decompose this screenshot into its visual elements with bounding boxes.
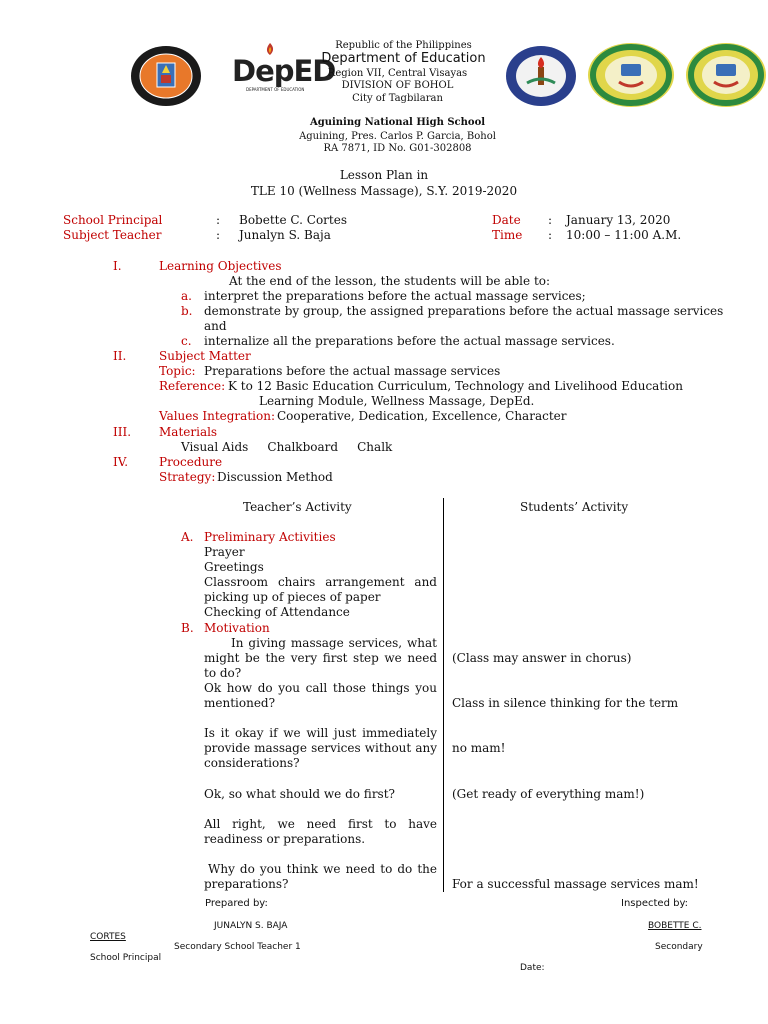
teacher-colon: : <box>216 228 221 242</box>
header-division: DIVISION OF BOHOL <box>341 80 454 91</box>
teacher-position: Secondary School Teacher 1 <box>174 942 301 952</box>
teacher-question-2: Ok how do you call those things you mentioned? <box>204 681 437 710</box>
materials-list: Visual Aids Chalkboard Chalk <box>181 440 393 454</box>
topic-value: Preparations before the actual massage services <box>204 364 501 378</box>
column-divider <box>443 498 444 892</box>
motivation-letter: B. <box>181 621 194 635</box>
section-4-number: IV. <box>113 455 129 469</box>
teacher-question-6: Why do you think we need to do the preparations? <box>204 862 437 891</box>
time-colon: : <box>548 228 553 242</box>
strategy-label: Strategy: <box>159 470 216 484</box>
strategy-value: Discussion Method <box>217 470 333 484</box>
section-1-title: Learning Objectives <box>159 259 282 273</box>
values-value: Cooperative, Dedication, Excellence, Character <box>277 409 567 423</box>
date-signature-label: Date: <box>520 963 545 973</box>
deped-logo-subtitle: DEPARTMENT OF EDUCATION <box>246 87 305 92</box>
lesson-plan-title: Lesson Plan in <box>339 168 429 182</box>
teacher-question-1: In giving massage services, what might be the very first step we need to do? <box>204 636 437 680</box>
date-value: January 13, 2020 <box>566 213 671 227</box>
students-activity-header: Students’ Activity <box>520 500 629 514</box>
teacher-activity-header: Teacher’s Activity <box>243 500 352 514</box>
student-answer-6: For a successful massage services mam! <box>452 877 699 891</box>
deped-logo-text: DepED <box>232 54 336 88</box>
principal-colon: : <box>216 213 221 227</box>
teacher-signature-name: JUNALYN S. BAJA <box>214 921 288 931</box>
principal-signature-name-2: CORTES <box>90 932 126 942</box>
principal-label: School Principal <box>63 213 163 227</box>
principal-value: Bobette C. Cortes <box>239 213 347 227</box>
principal-signature-name-1: BOBETTE C. <box>648 921 702 931</box>
section-3-title: Materials <box>159 425 218 439</box>
teacher-value: Junalyn S. Baja <box>239 228 331 242</box>
student-answer-4: (Get ready of everything mam!) <box>452 787 645 801</box>
secondary-label: Secondary <box>655 942 703 952</box>
section-1-number: I. <box>113 259 122 273</box>
inspected-by-label: Inspected by: <box>621 898 689 909</box>
objective-a-letter: a. <box>181 289 192 303</box>
objective-b-letter: b. <box>181 304 193 318</box>
time-value: 10:00 – 11:00 A.M. <box>566 228 682 242</box>
header-department: Department of Education <box>321 51 486 66</box>
teacher-label: Subject Teacher <box>63 228 162 242</box>
teacher-question-3: Is it okay if we will just immediately provide massage services without any considerations? <box>204 726 437 770</box>
values-label: Values Integration: <box>159 409 275 423</box>
teacher-question-4: Ok, so what should we do first? <box>204 787 395 801</box>
motivation-title: Motivation <box>204 621 270 635</box>
date-label: Date <box>492 213 521 227</box>
greetings-item: Greetings <box>204 560 264 574</box>
attendance-item: Checking of Attendance <box>204 605 350 619</box>
section-2-number: II. <box>113 349 127 363</box>
school-id: RA 7871, ID No. G01-302808 <box>323 143 472 154</box>
reference-continuation: Learning Module, Wellness Massage, DepEd. <box>259 394 535 408</box>
reference-label: Reference: <box>159 379 226 393</box>
objective-b-continuation: and <box>204 319 227 333</box>
student-answer-2: Class in silence thinking for the term <box>452 696 679 710</box>
teacher-statement-5: All right, we need first to have readiness or preparations. <box>204 817 437 846</box>
objectives-intro: At the end of the lesson, the students will be able to: <box>229 274 551 288</box>
chairs-item: Classroom chairs arrangement and picking up of pieces of paper <box>204 575 437 604</box>
school-address: Aguining, Pres. Carlos P. Garcia, Bohol <box>299 131 496 142</box>
student-answer-1: (Class may answer in chorus) <box>452 651 632 665</box>
header-region: Region VII, Central Visayas <box>327 68 468 79</box>
preliminary-letter: A. <box>181 530 194 544</box>
section-4-title: Procedure <box>159 455 223 469</box>
school-name: Aguining National High School <box>309 117 486 128</box>
date-colon: : <box>548 213 553 227</box>
student-answer-3: no mam! <box>452 741 506 755</box>
reference-value: K to 12 Basic Education Curriculum, Technology and Livelihood Education <box>228 379 683 393</box>
objective-a-text: interpret the preparations before the actual massage services; <box>204 289 586 303</box>
topic-label: Topic: <box>159 364 196 378</box>
prepared-by-label: Prepared by: <box>205 898 268 909</box>
objective-b-text: demonstrate by group, the assigned preparations before the actual massage services <box>204 304 724 318</box>
objective-c-text: internalize all the preparations before the actual massage services. <box>204 334 615 348</box>
prayer-item: Prayer <box>204 545 245 559</box>
lesson-plan-subject: TLE 10 (Wellness Massage), S.Y. 2019-2020 <box>250 184 518 198</box>
time-label: Time <box>492 228 523 242</box>
school-principal-position: School Principal <box>90 953 162 963</box>
section-2-title: Subject Matter <box>159 349 251 363</box>
objective-c-letter: c. <box>181 334 192 348</box>
header-city: City of Tagbilaran <box>352 93 443 104</box>
preliminary-title: Preliminary Activities <box>204 530 336 544</box>
section-3-number: III. <box>113 425 132 439</box>
header-republic: Republic of the Philippines <box>335 40 472 51</box>
